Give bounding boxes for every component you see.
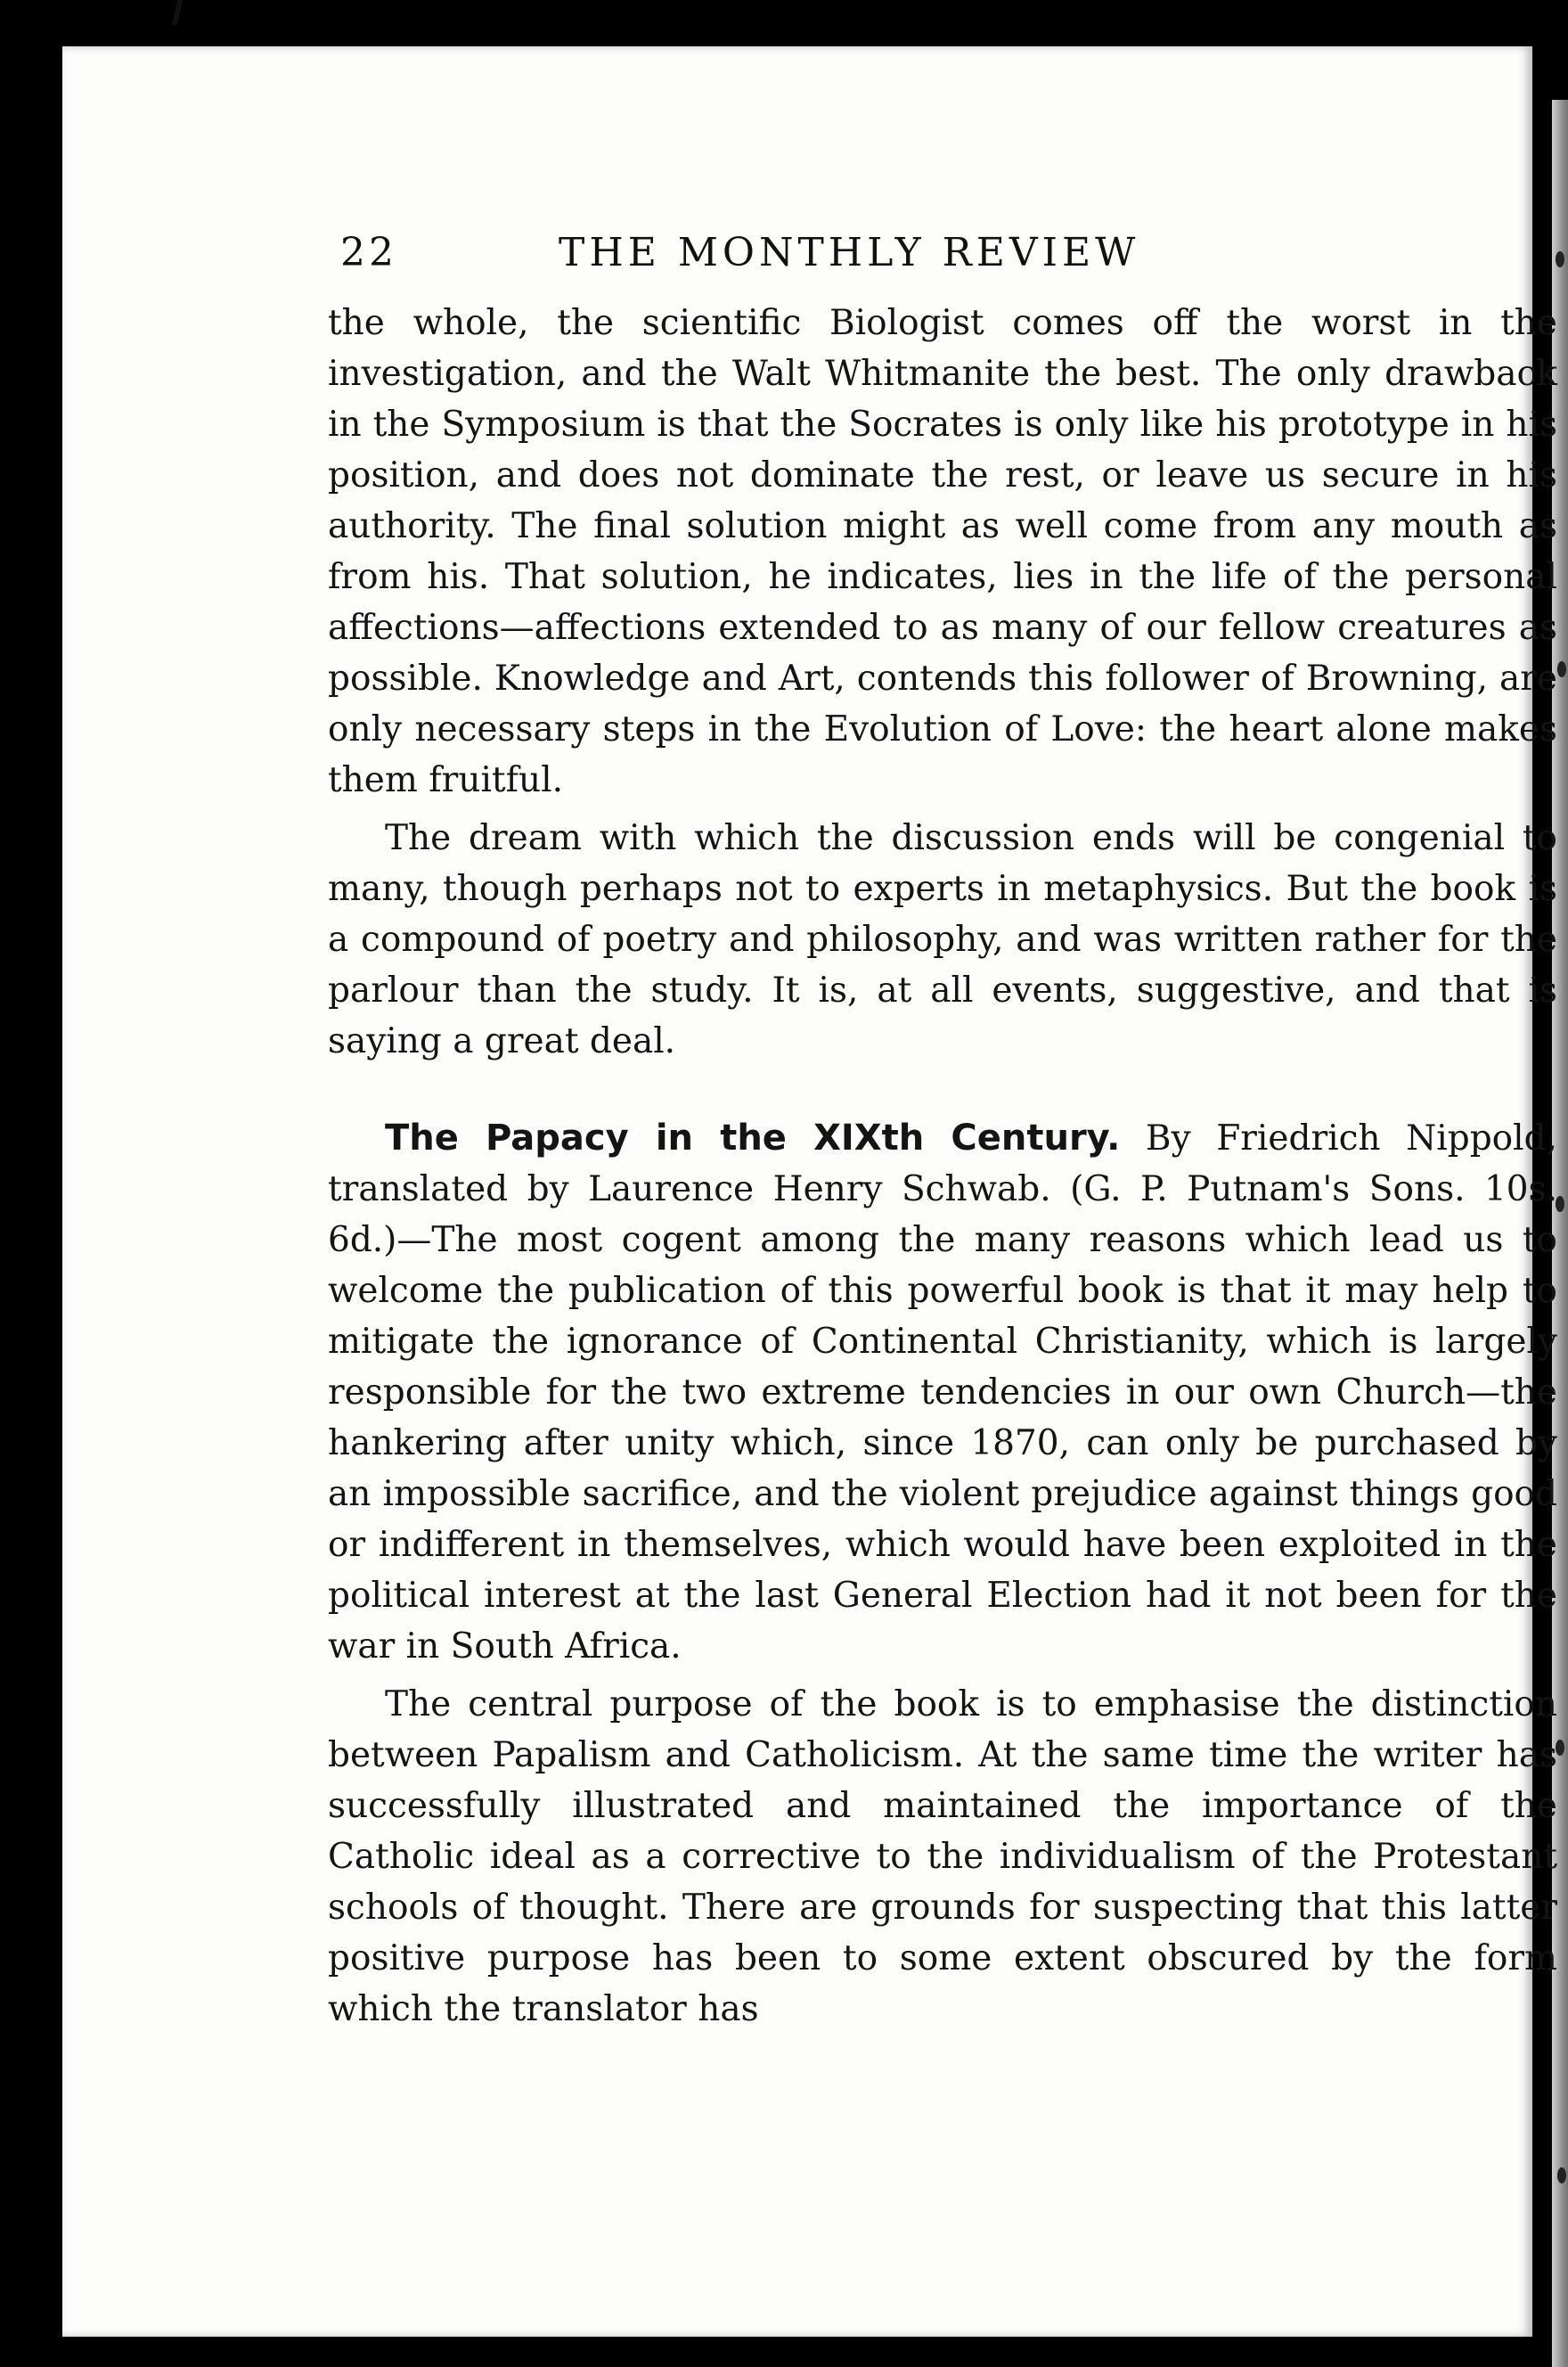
body-text: [328, 298, 1557, 2035]
review-paragraph: [328, 1113, 1557, 1672]
paragraph: The dream with which the discussion ends will be congenial to many, though perhaps not to experts in metaphysics. But the book is a compound of poetry and philosophy, and was written rather for the parlour than the study. It is, at all events, suggestive, and that is saying a great deal.: [328, 818, 1557, 1061]
binding-mark: [1556, 251, 1564, 267]
paragraph: The central purpose of the book is to emphasise the distinction between Papalism and Catholicism. At the same time the writer has successfully illustrated and maintained the importance of the Catholic ideal as a corrective to the individualism of the Protestant schools of thought. There are grounds for suspecting that this latter positive purpose has been to some extent obscured by the form which the translator has: [328, 1684, 1557, 2029]
paragraph-continued: the whole, the scientific Biologist comes off the worst in the investigation, and the Walt Whitmanite the best. The only drawback in the Symposium is that the Socrates is only like his prototype in his position, and does not dominate the rest, or leave us secure in his authority. The final solution might as well come from any mouth as from his. That solution, he indicates, lies in the life of the personal affections—affections extended to as many of our fellow creatures as possible. Knowledge and Art, contends this follower of Browning, are only necessary steps in the Evolution of Love: the heart alone makes them fruitful.: [328, 303, 1557, 800]
binding-mark: [1557, 2167, 1566, 2183]
review-book-title: The Papacy in the XIXth Century.: [385, 1118, 1121, 1159]
journal-title: THE MONTHLY REVIEW: [559, 230, 1140, 275]
review-text: By Friedrich Nippold, translated by Laurence Henry Schwab. (G. P. Putnam's Sons. 10s. 6d.)—The most cogent among the many reasons which lead us to welcome the publication of this powerful book is that it may help to mitigate the ignorance of Continental Christianity, which is largely responsible for the two extreme tendencies in our own Church—the hankering after unity which, since 1870, can only be purchased by an impossible sacrifice, and the violent prejudice against things good or indifferent in themselves, which would have been exploited in the political interest at the last General Election had it not been for the war in South Africa.: [328, 1118, 1557, 1667]
binding-mark: [1557, 661, 1566, 677]
page-number: 22: [340, 230, 397, 275]
scan-artifact-mark: [172, 0, 183, 25]
book-page: [62, 46, 1557, 2337]
